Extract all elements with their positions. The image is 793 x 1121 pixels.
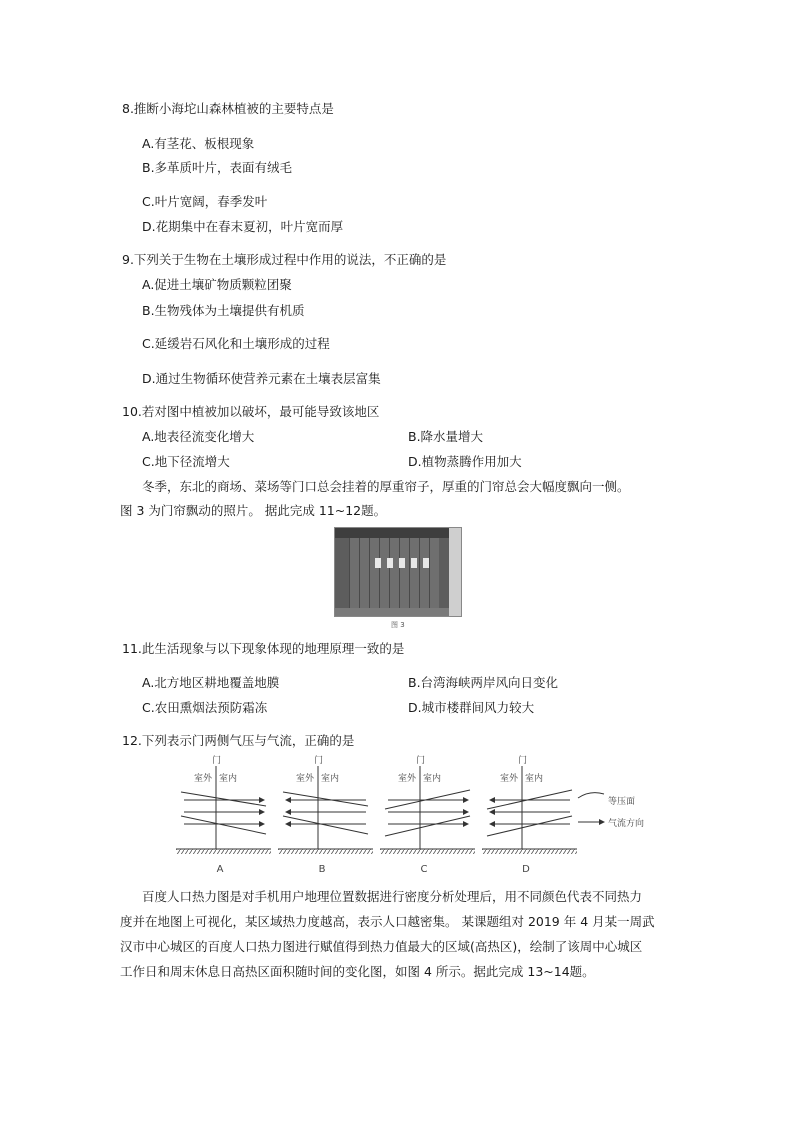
question-9-option-a: A.促进土壤矿物质颗粒团聚 [142,277,292,292]
door-label: 门 [518,756,528,766]
curtain-strip [409,538,419,608]
indoor-label: 室内 [525,774,544,784]
curtain-strip [359,538,369,608]
question-8-option-c: C.叶片宽阔，春季发叶 [142,194,268,209]
isobar-line [487,816,572,836]
indoor-label: 室内 [321,774,340,784]
question-12-stem: 12.下列表示门两侧气压与气流，正确的是 [122,733,355,748]
question-9-option-d: D.通过生物循环使营养元素在土壤表层富集 [142,371,381,386]
outdoor-label: 室外 [500,774,519,784]
question-10-option-a: A.地表径流变化增大 [142,429,255,444]
question-9-stem: 9.下列关于生物在土壤形成过程中作用的说法，不正确的是 [122,252,447,267]
question-10-stem: 10.若对图中植被加以破坏，最可能导致该地区 [122,404,380,419]
door-label: 门 [416,756,426,766]
question-10-option-b: B.降水量增大 [408,429,484,444]
diagram-legend [578,793,644,829]
figure-3-door-curtain-photo [334,527,462,617]
curtain-window [375,558,381,568]
panel-label-b: B [318,864,326,875]
isobar-line [181,792,266,806]
legend-isobar-symbol [578,793,604,798]
indoor-label: 室内 [423,774,442,784]
question-11-stem: 11.此生活现象与以下现象体现的地理原理一致的是 [122,641,405,656]
figure-3-caption: 图 3 [391,621,405,629]
question-8-option-b: B.多革质叶片，表面有绒毛 [142,160,293,175]
question-11-option-c: C.农田熏烟法预防霜冻 [142,700,268,715]
legend-isobar-label: 等压面 [608,797,636,807]
question-9-option-c: C.延缓岩石风化和土壤形成的过程 [142,336,330,351]
intro-paragraph-line-1: 冬季，东北的商场、菜场等门口总会挂着的厚重帘子，厚重的门帘总会大幅度飘向一侧。 [142,479,630,494]
ground-hatch [482,849,577,854]
curtain-strip [349,538,359,608]
photo-wall [449,528,461,616]
question-10-option-c: C.地下径流增大 [142,454,230,469]
curtain-window [411,558,417,568]
question-11-option-d: D.城市楼群间风力较大 [408,700,535,715]
outdoor-label: 室外 [194,774,213,784]
question-11-option-b: B.台湾海峡两岸风向日变化 [408,675,559,690]
isobar-line [385,816,470,836]
curtain-strip [429,538,439,608]
panel-label-a: A [216,864,224,875]
curtain-strip [389,538,399,608]
isobar-line [181,816,266,834]
isobar-line [283,792,368,806]
curtain-strip [399,538,409,608]
question-8-stem: 8.推断小海坨山森林植被的主要特点是 [122,101,334,116]
panel-label-d: D [522,864,530,875]
diagram-panel-a [176,754,271,875]
outdoor-label: 室外 [398,774,417,784]
outdoor-label: 室外 [296,774,315,784]
question-11-option-a: A.北方地区耕地覆盖地膜 [142,675,280,690]
ground-hatch [278,849,373,854]
question-10-option-d: D.植物蒸腾作用加大 [408,454,522,469]
isobar-line [283,816,368,834]
curtain-window [423,558,429,568]
indoor-label: 室内 [219,774,238,784]
question-12-diagram [176,754,656,876]
curtain-window [387,558,393,568]
ground-hatch [380,849,475,854]
legend-airflow-label: 气流方向 [608,819,645,829]
intro2-line-3: 汉市中心城区的百度人口热力图进行赋值得到热力值最大的区域(高热区)，绘制了该周中心城区 [120,939,643,954]
question-8-option-d: D.花期集中在春末夏初，叶片宽而厚 [142,219,344,234]
door-label: 门 [212,756,222,766]
intro2-line-1: 百度人口热力图是对手机用户地理位置数据进行密度分析处理后，用不同颜色代表不同热力 [142,889,643,904]
diagram-panel-d [482,754,577,875]
intro2-line-2: 度并在地图上可视化，某区域热力度越高，表示人口越密集。 某课题组对 2019 年 4 月某一周武 [120,914,655,929]
question-8-option-a: A.有茎花、板根现象 [142,136,255,151]
intro2-line-4: 工作日和周末休息日高热区面积随时间的变化图，如图 4 所示。据此完成 13~14题。 [120,964,595,979]
curtain-window [399,558,405,568]
diagram-panel-b [278,754,373,875]
panel-label-c: C [420,864,428,875]
photo-door-frame [335,528,461,538]
photo-floor [335,608,461,616]
door-label: 门 [314,756,324,766]
intro-paragraph-line-2: 图 3 为门帘飘动的照片。 据此完成 11~12题。 [120,503,387,518]
question-9-option-b: B.生物残体为土壤提供有机质 [142,303,305,318]
ground-hatch [176,849,271,854]
curtain-strip [419,538,429,608]
curtain-strip [379,538,389,608]
diagram-panel-c [380,754,475,875]
curtain-strip [369,538,379,608]
